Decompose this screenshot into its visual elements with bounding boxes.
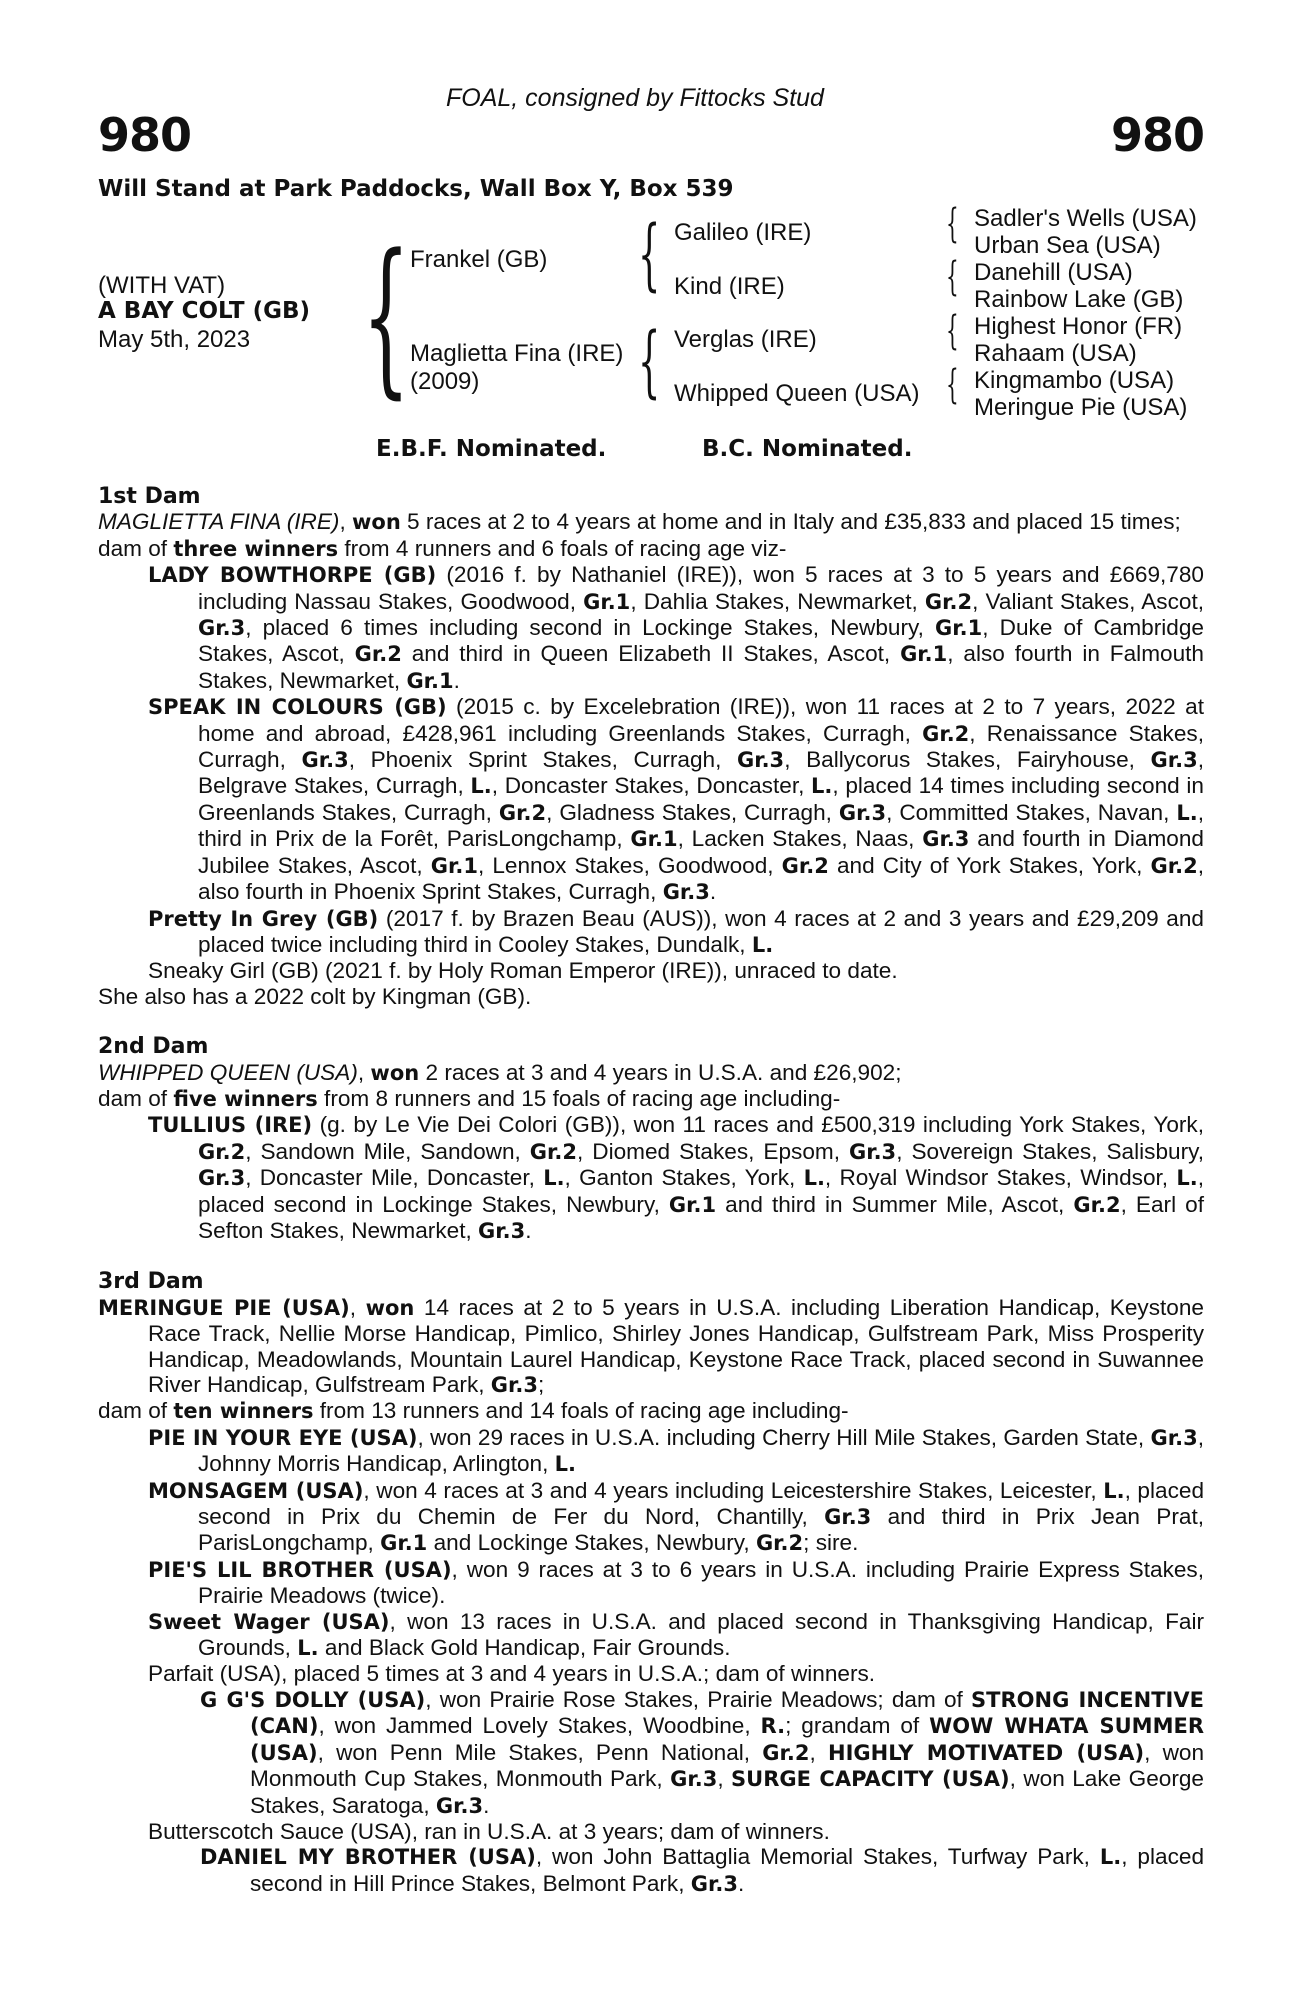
bold-text-run: three winners (173, 536, 339, 561)
pedigree-gen3-5: Highest Honor (FR) (974, 313, 1183, 340)
bold-text-run: Sweet Wager (USA) (148, 1609, 390, 1634)
bold-text-run: L. (751, 932, 774, 957)
text-run: from 13 runners and 14 foals of racing age including- (313, 1398, 849, 1424)
bold-text-run: Gr.2 (498, 800, 547, 825)
bold-text-run: Gr.3 (670, 1767, 718, 1792)
text-run: . (525, 1217, 532, 1243)
bold-text-run: Gr.3 (301, 748, 349, 773)
bold-text-run: STRONG INCENTIVE (CAN) (250, 1687, 1204, 1739)
bold-text-run: SPEAK IN COLOURS (GB) (148, 695, 447, 720)
text-run: She also has a 2022 colt by Kingman (GB). (98, 983, 532, 1009)
pedigree-gen3-4: Rainbow Lake (GB) (974, 286, 1184, 313)
bold-text-run: Gr.2 (755, 1531, 804, 1556)
text-run: . (453, 667, 460, 693)
brace-gen2-sire: { (638, 210, 661, 300)
text-run: Sneaky Girl (GB) (2021 f. by Holy Roman Emperor (IRE)), unraced to date. (148, 958, 898, 984)
bold-text-run: WOW WHATA SUMMER (USA) (250, 1714, 1204, 1765)
text-run: . (737, 1870, 745, 1896)
bold-text-run: L. (1176, 1166, 1198, 1191)
text-run: 14 races at 2 to 5 years in U.S.A. including Liberation Handicap, Keystone Race Track, Nellie Morse Handicap, Pimlico, Shirley Jones Handicap, Gulfstream Park, Miss Prosperity Handicap, Meadowlands, Mountain Laurel Handicap, Keystone Race Track, placed second in Suwannee River Handicap, Gulfstream Park, (148, 1294, 1204, 1397)
text-run: , Committed Stakes, Navan, (886, 799, 1177, 825)
text-run: and fourth in Diamond Jubilee Stakes, Ascot, (198, 826, 1204, 878)
text-run: and Lockinge Stakes, Newbury, (427, 1530, 756, 1556)
pedigree-gen3-7: Kingmambo (USA) (974, 367, 1175, 394)
italic-text-run: MAGLIETTA FINA (IRE) (98, 509, 340, 535)
pedigree-gen2-1: Galileo (IRE) (674, 219, 812, 246)
bold-text-run: Gr.3 (435, 1793, 484, 1818)
bold-text-run: Gr.1 (583, 589, 631, 614)
text-run: , placed 6 times including second in Lockinge Stakes, Newbury, (245, 615, 936, 641)
bold-text-run: L. (297, 1636, 319, 1661)
bold-text-run: Gr.2 (1073, 1192, 1121, 1217)
pedigree-entry (98, 1112, 1204, 1244)
text-run: , Gladness Stakes, Curragh, (546, 799, 839, 825)
text-run: , Royal Windsor Stakes, Windsor, (824, 1165, 1177, 1191)
text-run: and City of York Stakes, York, (828, 852, 1151, 878)
pedigree-dam: Maglietta Fina (IRE) (410, 340, 624, 367)
text-run: (2015 c. by Excelebration (IRE)), won 11 races at 2 to 7 years, 2022 at home and abroad, £428,961 including Greenlands Stakes, Curragh, (198, 694, 1204, 746)
text-run: , Phoenix Sprint Stakes, Curragh, (348, 747, 737, 773)
pedigree-entry (98, 694, 1204, 905)
text-run: , also fourth in Falmouth Stakes, Newmarket, (198, 641, 1204, 693)
pedigree-gen3-2: Urban Sea (USA) (974, 232, 1161, 259)
bold-text-run: Gr.2 (781, 853, 829, 878)
text-run: , Lacken Stakes, Naas, (677, 826, 923, 852)
bold-text-run: MONSAGEM (USA) (148, 1478, 364, 1503)
bold-text-run: MERINGUE PIE (USA) (98, 1295, 350, 1320)
bold-text-run: G G'S DOLLY (USA) (200, 1687, 426, 1712)
text-run: , won 9 races at 3 to 6 years in U.S.A. including Prairie Express Stakes, Prairie Meadows (twice). (198, 1556, 1205, 1609)
bold-text-run: won (370, 1060, 420, 1085)
ebf-nomination: E.B.F. Nominated. (376, 436, 607, 462)
pedigree-gen3-6: Rahaam (USA) (974, 340, 1137, 367)
text-run: , (717, 1766, 732, 1792)
bold-text-run: HIGHLY MOTIVATED (USA) (828, 1740, 1145, 1765)
pedigree-gen3-1: Sadler's Wells (USA) (974, 205, 1197, 232)
text-run: and third in Summer Mile, Ascot, (716, 1191, 1074, 1217)
text-run: , won Prairie Rose Stakes, Prairie Meadows; dam of (425, 1686, 972, 1712)
pedigree-entry (98, 536, 1204, 562)
bold-text-run: Gr.1 (900, 642, 948, 667)
lot-number-right: 980 (1110, 108, 1204, 162)
text-run: , won Lake George Stakes, Saratoga, (250, 1766, 1204, 1818)
bold-text-run: Gr.3 (922, 827, 970, 852)
brace-gen3-c: { (946, 308, 959, 354)
pedigree-entry (98, 1687, 1204, 1819)
text-run: , Sandown Mile, Sandown, (245, 1138, 530, 1164)
pedigree-entry (98, 1060, 1204, 1086)
text-run: , placed second in Lockinge Stakes, Newbury, (198, 1165, 1204, 1217)
text-run: , won 4 races at 3 and 4 years including Leicestershire Stakes, Leicester, (363, 1477, 1104, 1503)
text-run: (2017 f. by Brazen Beau (AUS)), won 4 races at 2 and 3 years and £29,209 and placed twice including third in Cooley Stakes, Dundalk, (198, 905, 1204, 957)
bold-text-run: Gr.2 (198, 1139, 246, 1164)
bold-text-run: Gr.3 (1150, 1425, 1198, 1450)
bold-text-run: LADY BOWTHORPE (GB) (148, 563, 437, 588)
bold-text-run: Gr.3 (662, 880, 710, 905)
text-run: , Johnny Morris Handicap, Arlington, (198, 1424, 1204, 1477)
text-run: , also fourth in Phoenix Sprint Stakes, Curragh, (198, 852, 1205, 905)
text-run: ; grandam of (785, 1713, 930, 1739)
pedigree-entry (98, 509, 1204, 535)
text-run: ; (538, 1372, 545, 1397)
bold-text-run: Gr.1 (406, 668, 454, 693)
text-run: (2016 f. by Nathaniel (IRE)), won 5 races at 3 to 5 years and £669,780 including Nassau Stakes, Goodwood, (198, 562, 1204, 614)
text-run: , (339, 509, 352, 535)
text-run: . (709, 879, 717, 905)
text-run: , Ganton Stakes, York, (564, 1165, 804, 1191)
text-run: , won Jammed Lovely Stakes, Woodbine, (318, 1713, 761, 1739)
text-run: , won John Battaglia Memorial Stakes, Turfway Park, (535, 1844, 1100, 1870)
bold-text-run: Gr.2 (354, 642, 402, 667)
text-run: . (483, 1792, 490, 1818)
pedigree-entry (98, 1086, 1204, 1112)
pedigree-dam-year: (2009) (410, 368, 480, 395)
pedigree-entry (98, 1478, 1204, 1557)
pedigree-entry (98, 1661, 1204, 1686)
text-run: ; sire. (803, 1530, 859, 1556)
pedigree-entry (98, 562, 1204, 694)
horse-name: A BAY COLT (GB) (98, 298, 311, 324)
text-run: and third in Prix Jean Prat, ParisLongchamp, (198, 1504, 1205, 1556)
bold-text-run: L. (803, 1166, 825, 1191)
bold-text-run: L. (1176, 800, 1198, 825)
text-run: from 4 runners and 6 foals of racing age viz- (338, 535, 787, 561)
text-run: Butterscotch Sauce (USA), ran in U.S.A. at 3 years; dam of winners. (148, 1818, 830, 1844)
pedigree-entry (98, 1398, 1204, 1424)
pedigree-entry (98, 1844, 1204, 1897)
text-run: , placed second in Prix du Chemin de Fer du Nord, Chantilly, (198, 1477, 1205, 1530)
section-gap (98, 1009, 1204, 1034)
pedigree-entry (98, 958, 1204, 983)
bold-text-run: Gr.3 (478, 1218, 526, 1243)
bold-text-run: Gr.1 (630, 827, 678, 852)
text-run: (g. by Le Vie Dei Colori (GB)), won 11 races and £500,319 including York Stakes, York, (312, 1112, 1205, 1138)
bold-text-run: L. (811, 774, 833, 799)
pedigree-entry (98, 906, 1204, 959)
text-run: , won 13 races in U.S.A. and placed second in Thanksgiving Handicap, Fair Grounds, (198, 1608, 1204, 1661)
bold-text-run: L. (554, 1452, 577, 1477)
bold-text-run: L. (1099, 1845, 1122, 1870)
pedigree-entry (98, 984, 1204, 1009)
bold-text-run: Gr.1 (430, 853, 478, 878)
brace-gen3-d: { (946, 362, 959, 408)
text-run: , (357, 1059, 371, 1085)
text-run: , won Monmouth Cup Stakes, Monmouth Park, (250, 1739, 1205, 1792)
section-heading: 2nd Dam (98, 1034, 209, 1060)
brace-gen3-a: { (946, 201, 959, 247)
bold-text-run: SURGE CAPACITY (USA) (731, 1767, 1010, 1792)
text-run: , Doncaster Stakes, Doncaster, (491, 773, 812, 799)
bold-text-run: won (365, 1295, 415, 1320)
section-gap (98, 1244, 1204, 1269)
pedigree-gen2-4: Whipped Queen (USA) (674, 380, 920, 407)
italic-text-run: WHIPPED QUEEN (USA) (98, 1059, 358, 1085)
pedigree-entry (98, 1557, 1204, 1609)
bold-text-run: TULLIUS (IRE) (148, 1113, 313, 1138)
text-run: 5 races at 2 to 4 years at home and in Italy and £35,833 and placed 15 times; (400, 509, 1181, 535)
text-run: and third in Queen Elizabeth II Stakes, Ascot, (401, 641, 901, 667)
text-run: 2 races at 3 and 4 years in U.S.A. and £26,902; (419, 1059, 902, 1085)
text-run: dam of (98, 1398, 174, 1424)
text-run: , Duke of Cambridge Stakes, Ascot, (198, 615, 1204, 667)
bold-text-run: L. (1103, 1478, 1125, 1503)
section-heading: 1st Dam (98, 484, 201, 509)
text-run: , won Penn Mile Stakes, Penn National, (317, 1739, 763, 1765)
text-run: from 8 runners and 15 foals of racing age including- (317, 1085, 841, 1111)
bold-text-run: Gr.1 (380, 1531, 428, 1556)
lot-number-left: 980 (98, 108, 192, 162)
bold-text-run: Gr.2 (924, 589, 973, 614)
bold-text-run: ten winners (173, 1399, 314, 1424)
consignor-line: FOAL, consigned by Fittocks Stud (446, 84, 824, 112)
bold-text-run: Gr.3 (198, 1166, 246, 1191)
text-run: , won 29 races in U.S.A. including Cherry Hill Mile Stakes, Garden State, (417, 1424, 1151, 1450)
text-run: , placed 14 times including second in Greenlands Stakes, Curragh, (198, 773, 1204, 825)
pedigree-entry (98, 1295, 1204, 1399)
text-run: , Sovereign Stakes, Salisbury, (896, 1138, 1204, 1164)
text-run: , Belgrave Stakes, Curragh, (198, 747, 1205, 799)
bold-text-run: DANIEL MY BROTHER (USA) (200, 1845, 536, 1870)
bold-text-run: Gr.3 (1150, 748, 1198, 773)
section-heading: 3rd Dam (98, 1269, 204, 1295)
pedigree-gen3-3: Danehill (USA) (974, 259, 1133, 286)
bold-text-run: Gr.2 (762, 1740, 810, 1765)
brace-gen2-dam: { (638, 317, 661, 407)
pedigree-gen3-8: Meringue Pie (USA) (974, 394, 1188, 421)
bold-text-run: PIE IN YOUR EYE (USA) (148, 1425, 418, 1450)
bold-text-run: Gr.2 (1150, 853, 1198, 878)
bold-text-run: L. (470, 774, 492, 799)
text-run: , Ballycorus Stakes, Fairyhouse, (784, 747, 1151, 773)
bold-text-run: five winners (173, 1086, 318, 1111)
bold-text-run: Gr.3 (848, 1139, 897, 1164)
bold-text-run: Pretty In Grey (GB) (148, 906, 379, 931)
pedigree-entry (98, 1425, 1204, 1478)
stand-location: Will Stand at Park Paddocks, Wall Box Y, Box 539 (98, 176, 734, 202)
text-run: , Doncaster Mile, Doncaster, (245, 1165, 544, 1191)
text-run: dam of (98, 1085, 174, 1111)
pedigree-entry (98, 1609, 1204, 1662)
bold-text-run: L. (543, 1166, 565, 1191)
text-run: , third in Prix de la Forêt, ParisLongchamp, (198, 799, 1204, 852)
text-run: , placed second in Hill Prince Stakes, Belmont Park, (250, 1844, 1205, 1896)
pedigree-gen2-2: Kind (IRE) (674, 273, 785, 300)
text-run: , (349, 1294, 366, 1320)
text-run: , Lennox Stakes, Goodwood, (477, 852, 782, 878)
pedigree-sire: Frankel (GB) (410, 246, 548, 273)
catalogue-body (98, 484, 1204, 1897)
text-run: , Diomed Stakes, Epsom, (577, 1138, 849, 1164)
bold-text-run: Gr.3 (198, 616, 246, 641)
bold-text-run: Gr.1 (668, 1192, 717, 1217)
text-run: , Valiant Stakes, Ascot, (972, 588, 1204, 614)
pedigree-gen2-3: Verglas (IRE) (674, 326, 817, 353)
text-run: , (809, 1739, 828, 1765)
bc-nomination: B.C. Nominated. (702, 436, 913, 462)
text-run: and Black Gold Handicap, Fair Grounds. (318, 1635, 731, 1661)
text-run: , Dahlia Stakes, Newmarket, (630, 588, 925, 614)
bold-text-run: Gr.3 (690, 1871, 738, 1896)
pedigree-entry (98, 1819, 1204, 1844)
bold-text-run: Gr.3 (736, 748, 785, 773)
text-run: , Renaissance Stakes, Curragh, (198, 720, 1204, 773)
bold-text-run: R. (760, 1714, 786, 1739)
text-run: dam of (98, 535, 174, 561)
bold-text-run: Gr.2 (529, 1139, 577, 1164)
bold-text-run: Gr.2 (922, 721, 970, 746)
bold-text-run: Gr.3 (490, 1373, 538, 1397)
bold-text-run: Gr.3 (824, 1505, 872, 1530)
bold-text-run: Gr.3 (838, 800, 887, 825)
vat-note: (WITH VAT) (98, 272, 226, 299)
brace-gen3-b: { (946, 254, 959, 300)
foaling-date: May 5th, 2023 (98, 326, 251, 353)
text-run: , Earl of Sefton Stakes, Newmarket, (198, 1191, 1204, 1243)
brace-gen1: { (362, 218, 411, 414)
bold-text-run: Gr.1 (935, 616, 983, 641)
bold-text-run: won (352, 510, 401, 535)
bold-text-run: PIE'S LIL BROTHER (USA) (148, 1557, 452, 1582)
text-run: Parfait (USA), placed 5 times at 3 and 4 years in U.S.A.; dam of winners. (148, 1661, 876, 1687)
